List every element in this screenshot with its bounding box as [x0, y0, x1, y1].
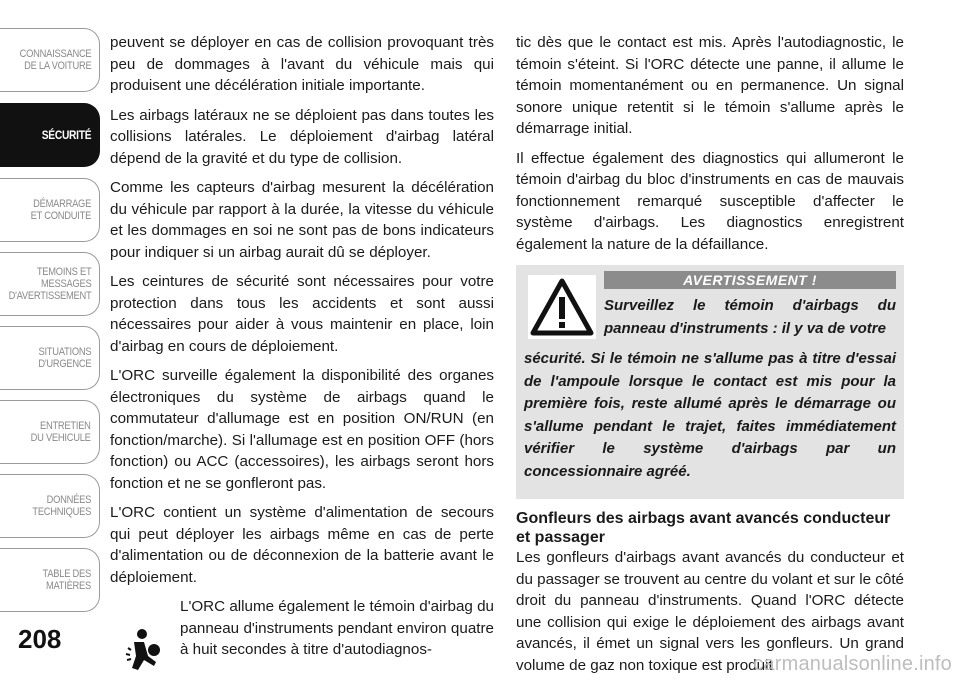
- paragraph: Il effectue également des diagnostics qui allumeront le témoin d'airbag du bloc d'instruments en cas de mauvais fonctionnement remarqué susceptible d'affecter le système d'airbags. Les diagnostics enregistrent également la nature de la défaillance.: [516, 149, 904, 253]
- tab-donnees[interactable]: [0, 474, 100, 538]
- left-column: [110, 32, 494, 674]
- warning-triangle-icon: [528, 275, 596, 339]
- airbag-warning-icon: [122, 626, 162, 674]
- tab-label: TABLE DES MATIÈRES: [42, 568, 91, 592]
- tab-label: ENTRETIEN DU VEHICULE: [30, 420, 91, 444]
- section-title: Gonfleurs des airbags avant avancés conducteur et passager: [516, 510, 891, 546]
- tab-label: DONNÉES TECHNIQUES: [32, 494, 91, 518]
- tab-connaissance[interactable]: [0, 28, 100, 92]
- paragraph: Les ceintures de sécurité sont nécessaires pour votre protection dans tous les accidents et sont aussi nécessaires pour aider à vous maintenir en place, loin d'airbag en cours de déploiement.: [110, 273, 494, 355]
- tab-securite[interactable]: [0, 103, 100, 167]
- tab-situations[interactable]: [0, 326, 100, 390]
- page-number: 208: [18, 624, 62, 654]
- tab-demarrage[interactable]: [0, 178, 100, 242]
- warning-title: AVERTISSEMENT !: [604, 271, 896, 289]
- airbag-note: [122, 596, 494, 674]
- tab-label: DÉMARRAGE ET CONDUITE: [30, 198, 91, 222]
- paragraph: L'ORC allume également le témoin d'airbag du panneau d'instruments pendant environ quatre à huit secondes à titre d'autodiagnos-: [180, 598, 494, 658]
- paragraph: L'ORC contient un système d'alimentation de secours qui peut déployer les airbags même en cas de perte d'alimentation ou de déconnexion de la batterie avant le déploiement.: [110, 504, 494, 586]
- paragraph: peuvent se déployer en cas de collision provoquant très peu de dommages à l'avant du véhicule mais qui produisent une décélération initiale importante.: [110, 34, 494, 94]
- tab-label: SITUATIONS D'URGENCE: [37, 346, 91, 370]
- warning-text: Surveillez le témoin d'airbags du panneau d'instruments : il y va de votre: [604, 297, 896, 337]
- right-column: [516, 32, 904, 684]
- paragraph: Comme les capteurs d'airbag mesurent la décélération du véhicule par rapport à la durée, la vitesse du véhicule et les dommages en soi ne sont pas de bons indicateurs pour indiquer si un airbag aurait dû se déployer.: [110, 179, 494, 261]
- tab-label: CONNAISSANCE DE LA VOITURE: [19, 48, 91, 72]
- watermark: carmanualsonline.info: [753, 653, 952, 675]
- chapter-sidebar: [0, 0, 103, 678]
- paragraph: tic dès que le contact est mis. Après l'autodiagnostic, le témoin s'éteint. Si l'ORC détecte une panne, il allume le témoin momentanément ou en permanence. Un signal sonore unique retentit si le témoin s'allume après le démarrage initial.: [516, 34, 904, 137]
- tab-table-des-matieres[interactable]: [0, 548, 100, 612]
- tab-entretien[interactable]: [0, 400, 100, 464]
- warning-text-continued: sécurité. Si le témoin ne s'allume pas à titre d'essai de l'ampoule lorsque le contact est mis pour la première fois, reste allumé après le démarrage ou s'allume pendant le trajet, faites immédiatement vérifier le système d'airbags par un concessionnaire agréé.: [524, 350, 896, 480]
- tab-label: TEMOINS ET MESSAGES D'AVERTISSEMENT: [8, 266, 91, 302]
- paragraph: Les airbags latéraux ne se déploient pas dans toutes les collisions latérales. Le déploiement d'airbag latéral dépend de la gravité et du type de collision.: [110, 106, 494, 167]
- tab-label: SÉCURITÉ: [41, 128, 91, 142]
- warning-box: [516, 265, 904, 499]
- paragraph: Les gonfleurs d'airbags avant avancés du conducteur et du passager se trouvent au centre du volant et sur le côté droit du panneau d'instruments. Quand l'ORC détecte une collision qui exige le déploiement des airbags avant avancés, il émet un signal vers les gonfleurs. Un grand volume de gaz non toxique est produit: [516, 549, 904, 674]
- tab-temoins[interactable]: [0, 252, 100, 316]
- paragraph: L'ORC surveille également la disponibilité des organes électroniques du système de airbags quand le commutateur d'allumage est en position ON/RUN (en fonction/marche). Si l'allumage est en position OFF (hors fonction) ou ACC (accessoires), les airbags seront hors fonction et ne se gonfleront pas.: [110, 367, 494, 492]
